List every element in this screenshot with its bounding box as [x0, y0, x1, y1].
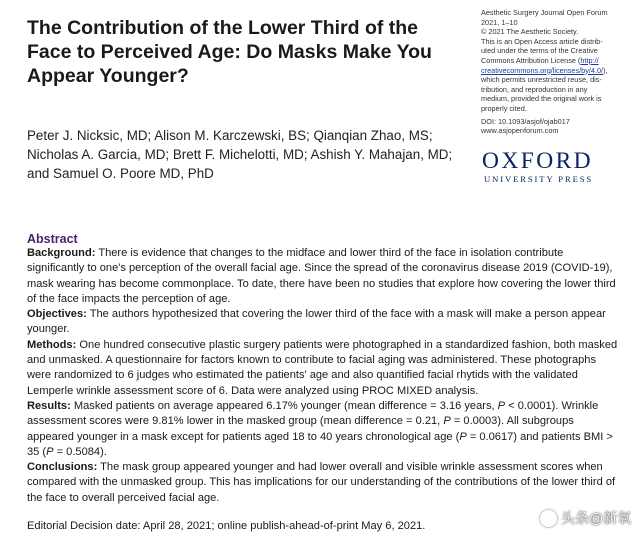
- toutiao-logo-icon: [540, 510, 557, 527]
- journal-year-pages: 2021, 1–10: [481, 17, 518, 27]
- license-text: This is an Open Access article distrib-: [481, 36, 603, 46]
- journal-website: www.asjopenforum.com: [481, 126, 559, 136]
- publisher-logo: [482, 149, 593, 185]
- license-text: which permits unrestricted reuse, dis-: [481, 75, 602, 85]
- abstract-methods: Methods: One hundred consecutive plastic surgery patients were photographed in a standardized fashion, both masked and unmasked. A questionnaire for factors known to contribute to facial aging was administered. These photographs were randomized to 6 judges who estimated the patients' age and also quantified facial rhytids with the validated Lemperle wrinkle assessment score of 6. Data were analyzed using PROC MIXED analysis.: [27, 338, 618, 397]
- author-list: Peter J. Nicksic, MD; Alison M. Karczewski, BS; Qianqian Zhao, MS; Nicholas A. Garcia, MD; Brett F. Michelotti, MD; Ashish Y. Mahajan, MD; and Samuel O. Poore MD, PhD: [27, 128, 453, 181]
- license-text: medium, provided the original work is: [481, 94, 602, 104]
- abstract-body: [27, 246, 618, 506]
- watermark: [540, 508, 631, 528]
- license-text: properly cited.: [481, 103, 527, 113]
- journal-name: Aesthetic Surgery Journal Open Forum: [481, 8, 608, 17]
- license-text: Commons Attribution License (http://: [481, 55, 599, 65]
- article-title: The Contribution of the Lower Third of the Face to Perceived Age: Do Masks Make You Appear Younger?: [27, 17, 432, 87]
- abstract-conclusions: Conclusions: The mask group appeared younger and had lower overall and visible wrinkle assessment scores when compared with the unmasked group. This has implications for our understanding of the contributions of the lower third of the face to overall perceived facial age.: [27, 461, 616, 504]
- license-text: creativecommons.org/licenses/by/4.0/),: [481, 65, 608, 75]
- copyright-notice: © 2021 The Aesthetic Society.: [481, 27, 579, 37]
- editorial-decision-date: Editorial Decision date: April 28, 2021; online publish-ahead-of-print May 6, 2021.: [27, 520, 426, 532]
- publisher-subtitle: UNIVERSITY PRESS: [484, 174, 594, 184]
- watermark-text: 头条@新氧: [561, 510, 632, 526]
- doi: DOI: 10.1093/asjof/ojab017: [481, 116, 570, 126]
- abstract-background: Background: There is evidence that changes to the midface and lower third of the face in isolation contribute significantly to one's perception of the overall facial age. Since the spread of the coronavirus disease 2019 (COVID-19), mask wearing has become commonplace. To date, there have been no studies that explore how covering the lower third of the face impacts the perception of age.: [27, 247, 616, 305]
- abstract-objectives: Objectives: The authors hypothesized that covering the lower third of the face with a mask will make a person appear younger.: [27, 308, 606, 336]
- license-link[interactable]: creativecommons.org/licenses/by/4.0/: [481, 65, 604, 75]
- abstract-heading: Abstract: [27, 232, 78, 246]
- abstract-results: Results: Masked patients on average appeared 6.17% younger (mean difference = 3.16 years, P < 0.0001). Wrinkle assessment scores were 9.81% lower in the masked group (mean difference = 0.21, P = 0.0003). All subgroups appeared younger in a mask except for patients aged 18 to 40 years chronological age (P = 0.0617) and patients BMI > 35 (P = 0.5084).: [27, 399, 613, 458]
- publisher-name: OXFORD: [482, 148, 594, 174]
- license-text: uted under the terms of the Creative: [481, 46, 598, 56]
- license-text: tribution, and reproduction in any: [481, 84, 588, 94]
- journal-info-sidebar: [481, 8, 631, 136]
- license-link[interactable]: http://: [580, 55, 599, 65]
